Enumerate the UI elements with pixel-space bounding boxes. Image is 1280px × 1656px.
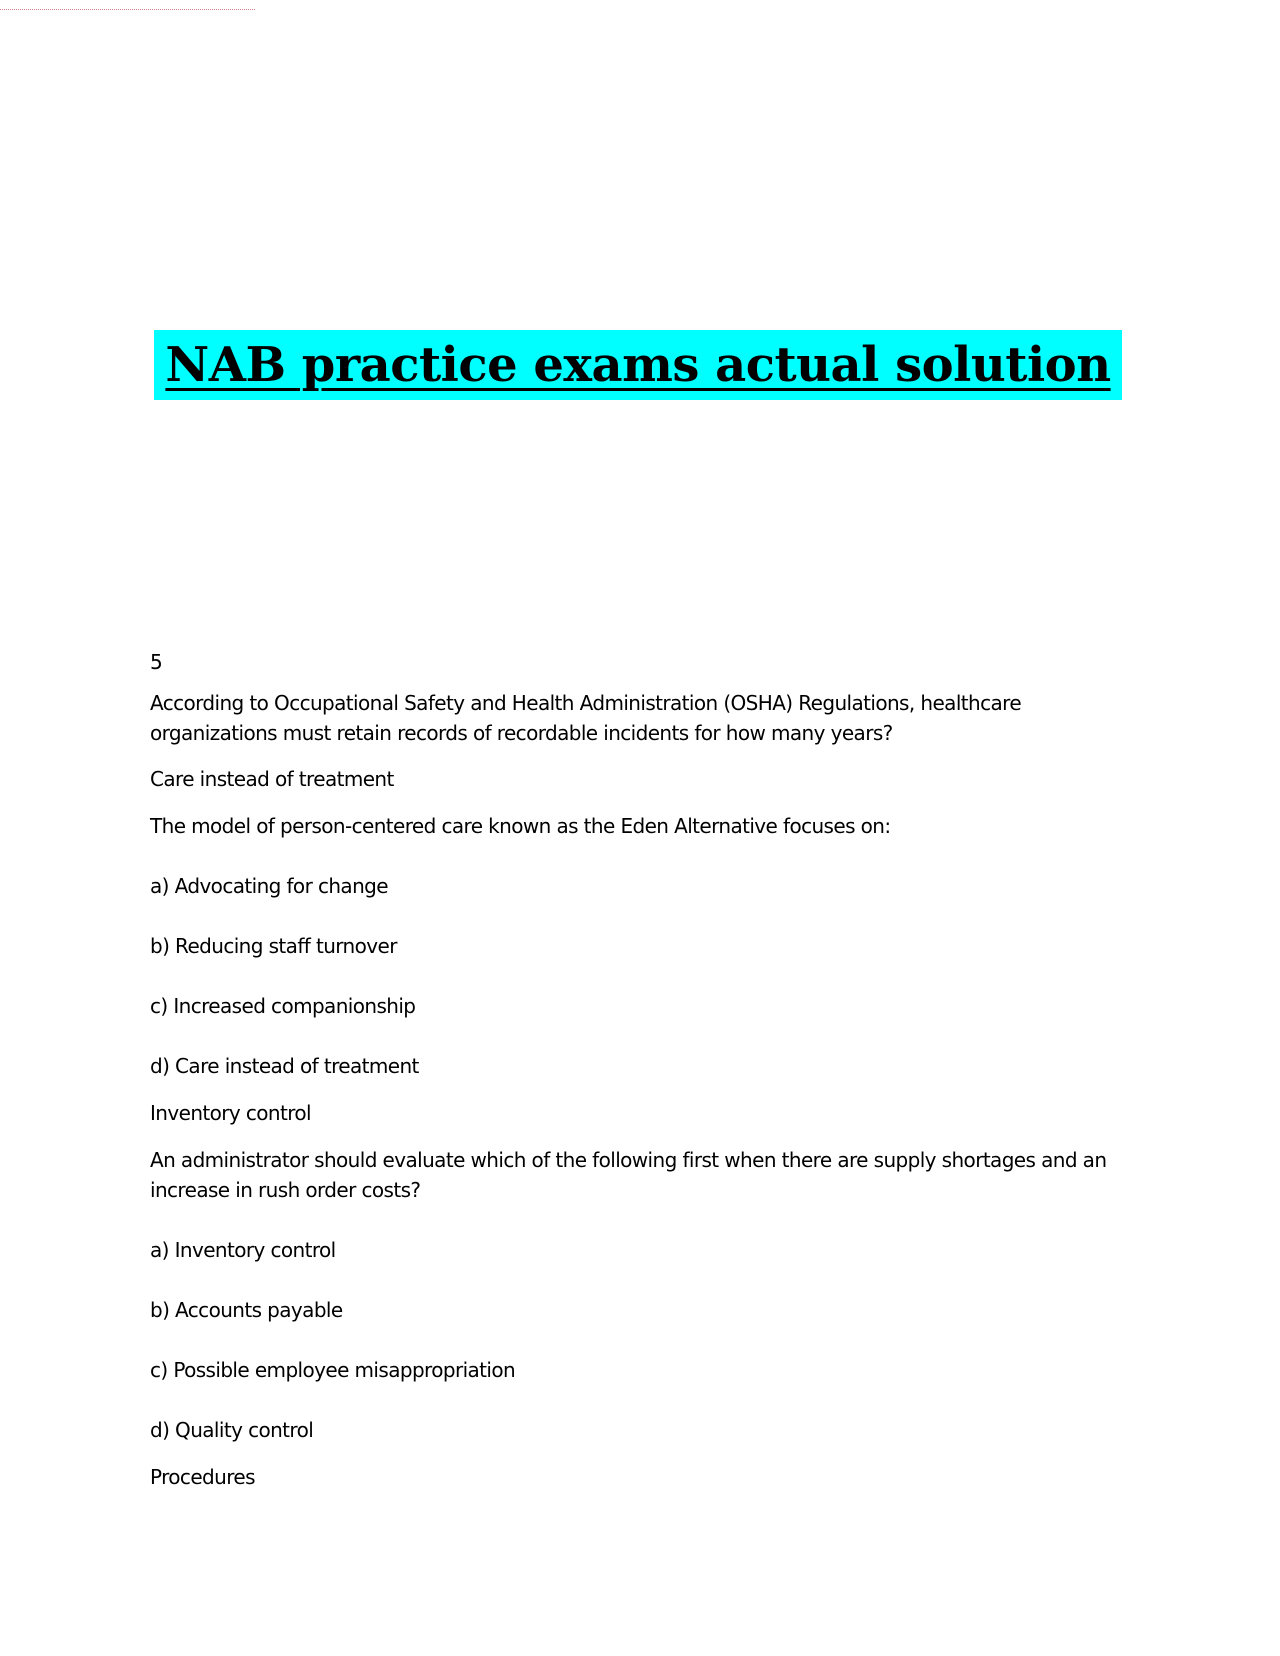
question-text: According to Occupational Safety and Health Administration (OSHA) Regulations, healthcare organizations must retain records of recordable incidents for how many years? [150, 691, 1022, 745]
document-title: NAB practice exams actual solution [165, 337, 1111, 393]
question-text: The model of person-centered care known as the Eden Alternative focuses on: [150, 814, 891, 838]
option-item: a) Advocating for change [150, 874, 388, 898]
option-item: d) Quality control [150, 1418, 314, 1442]
answer-text: Inventory control [150, 1101, 312, 1125]
option-item: b) Reducing staff turnover [150, 934, 397, 958]
title-highlight [154, 330, 1122, 400]
option-item: d) Care instead of treatment [150, 1054, 419, 1078]
answer-text: Care instead of treatment [150, 767, 394, 791]
question-text: An administrator should evaluate which of the following first when there are supply shortages and an increase in rush order costs? [150, 1148, 1107, 1202]
option-item: c) Increased companionship [150, 994, 416, 1018]
option-item: c) Possible employee misappropriation [150, 1358, 516, 1382]
top-dotted-rule [0, 9, 255, 10]
option-item: a) Inventory control [150, 1238, 336, 1262]
option-item: b) Accounts payable [150, 1298, 343, 1322]
question-number: 5 [150, 650, 163, 674]
answer-text: Procedures [150, 1465, 255, 1489]
